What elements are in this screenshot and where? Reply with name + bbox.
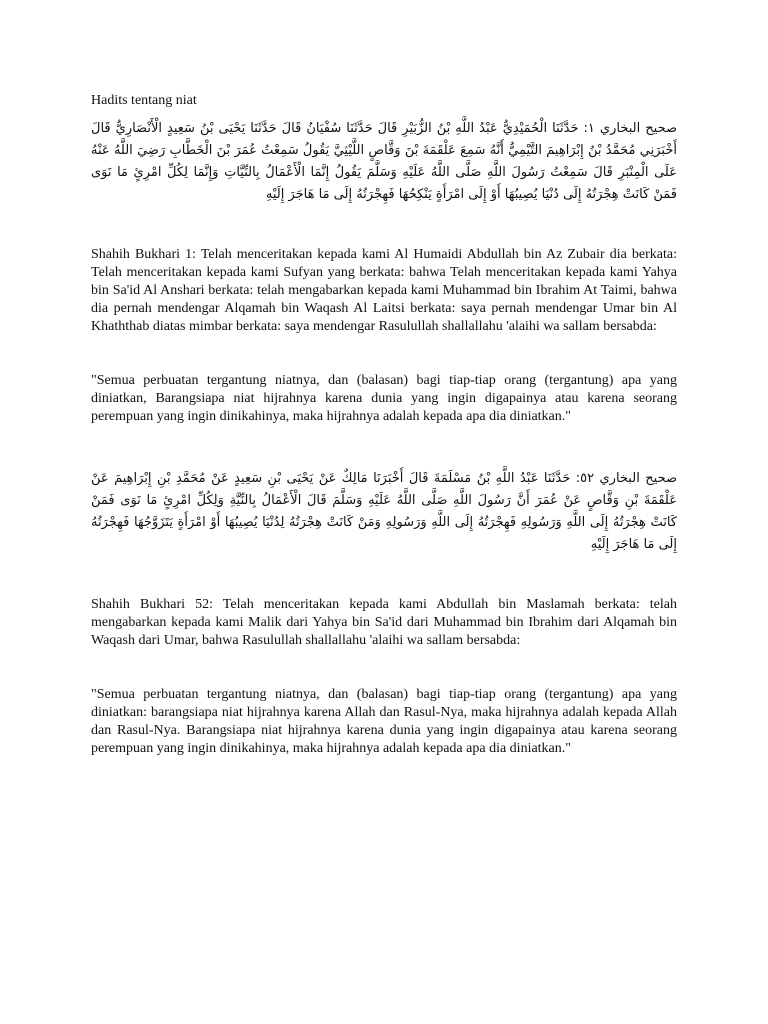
spacer <box>91 556 677 596</box>
spacer <box>91 206 677 246</box>
document-title: Hadits tentang niat <box>91 93 197 108</box>
hadith-1-translation: Shahih Bukhari 1: Telah menceritakan kepada kami Al Humaidi Abdullah bin Az Zubair dia berkata: Telah menceritakan kepada kami Sufyan yang berkata: bahwa Telah menceritakan kepada kami Yahya bin Sa'id Al Anshari berkata: telah mengabarkan kepada kami Muhammad bin Ibrahim At Taimi, bahwa dia pernah mendengar Alqamah bin Waqash Al Laitsi berkata: saya pernah mendengar Umar bin Al Khaththab diatas mimbar berkata: saya mendengar Rasulullah shallallahu 'alaihi wa sallam bersabda: <box>91 247 677 334</box>
spacer <box>91 650 677 686</box>
hadith-52-arabic-text: صحيح البخاري ٥٢: حَدَّثَنَا عَبْدُ اللَّهِ بْنُ مَسْلَمَةَ قَالَ أَخْبَرَنَا مَالِكٌ عَنْ يَحْيَى بْنِ سَعِيدٍ عَنْ مُحَمَّدِ بْنِ إِبْرَاهِيمَ عَنْ عَلْقَمَةَ بْنِ وَقَّاصٍ عَنْ عُمَرَ أَنَّ رَسُولَ اللَّهِ صَلَّى اللَّهُ عَلَيْهِ وَسَلَّمَ قَالَ الْأَعْمَالُ بِالنِّيَّةِ وَلِكُلِّ امْرِئٍ مَا نَوَى فَمَنْ كَانَتْ هِجْرَتُهُ إِلَى اللَّهِ وَرَسُولِهِ فَهِجْرَتُهُ إِلَى اللَّهِ وَرَسُولِهِ وَمَنْ كَانَتْ هِجْرَتُهُ لِدُنْيَا يُصِيبُهَا أَوْ امْرَأَةٍ يَتَزَوَّجُهَا فَهِجْرَتُهُ إِلَى مَا هَاجَرَ إِلَيْهِ <box>91 471 677 552</box>
hadith-52-quote: "Semua perbuatan tergantung niatnya, dan (balasan) bagi tiap-tiap orang (tergantung) apa yang diniatkan: barangsiapa niat hijrahnya karena Allah dan Rasul-Nya, maka hijrahnya adalah kepada Allah dan Rasul-Nya. Barangsiapa niat hijrahnya karena dunia yang ingin digapainya atau karena seorang perempuan yang ingin dinikahinya, maka hijrahnya adalah kepada apa dia diniatkan." <box>91 687 677 756</box>
hadith-1-arabic-text: صحيح البخاري ١: حَدَّثَنَا الْحُمَيْدِيُّ عَبْدُ اللَّهِ بْنُ الزُّبَيْرِ قَالَ حَدَّثَنَا سُفْيَانُ قَالَ حَدَّثَنَا يَحْيَى بْنُ سَعِيدٍ الْأَنْصَارِيُّ قَالَ أَخْبَرَنِي مُحَمَّدُ بْنُ إِبْرَاهِيمَ التَّيْمِيُّ أَنَّهُ سَمِعَ عَلْقَمَةَ بْنَ وَقَّاصٍ اللَّيْثِيَّ يَقُولُ سَمِعْتُ عُمَرَ بْنَ الْخَطَّابِ رَضِيَ اللَّهُ عَنْهُ عَلَى الْمِنْبَرِ قَالَ سَمِعْتُ رَسُولَ اللَّهِ صَلَّى اللَّهُ عَلَيْهِ وَسَلَّمَ يَقُولُ إِنَّمَا الْأَعْمَالُ بِالنِّيَّاتِ وَإِنَّمَا لِكُلِّ امْرِئٍ مَا نَوَى فَمَنْ كَانَتْ هِجْرَتُهُ إِلَى دُنْيَا يُصِيبُهَا أَوْ إِلَى امْرَأَةٍ يَنْكِحُهَا فَهِجْرَتُهُ إِلَى مَا هَاجَرَ إِلَيْهِ <box>91 121 678 202</box>
document-body <box>91 92 677 758</box>
spacer <box>91 336 677 372</box>
hadith-1-quote: "Semua perbuatan tergantung niatnya, dan (balasan) bagi tiap-tiap orang (tergantung) apa yang diniatkan, Barangsiapa niat hijrahnya karena dunia yang ingin digapainya atau karena seorang perempuan yang ingin dinikahinya, maka hijrahnya adalah kepada apa dia diniatkan." <box>91 373 677 424</box>
hadith-52-translation: Shahih Bukhari 52: Telah menceritakan kepada kami Abdullah bin Maslamah berkata: telah mengabarkan kepada kami Malik dari Yahya bin Sa'id dari Muhammad bin Ibrahim dari Alqamah bin Waqash dari Umar, bahwa Rasulullah shallallahu 'alaihi wa sallam bersabda: <box>91 597 677 648</box>
spacer <box>91 426 677 468</box>
